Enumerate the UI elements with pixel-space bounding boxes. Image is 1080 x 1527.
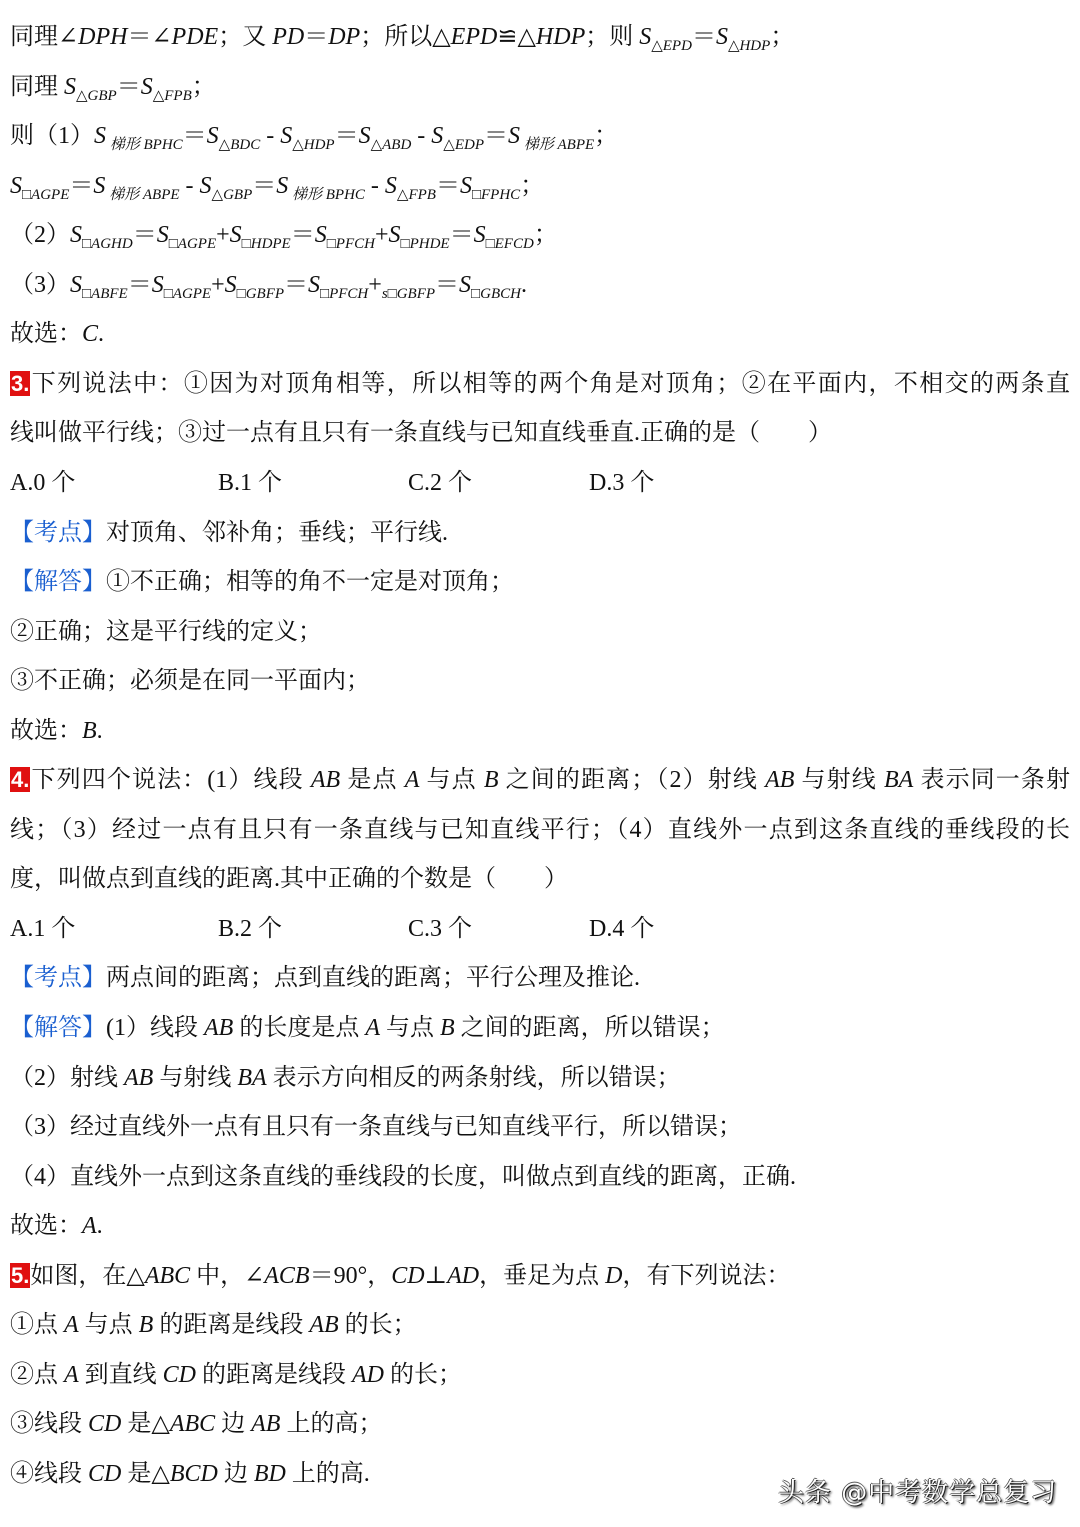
text-segment: 的长； [338, 1312, 417, 1339]
text-segment: ＝ [132, 222, 157, 249]
math-subscript: △ABD [370, 137, 412, 154]
math-subscript: △GBP [211, 186, 253, 203]
math-subscript: 梯形 BPHC [288, 186, 365, 203]
math-subscript: □PFCH [320, 285, 369, 302]
text-line [10, 309, 1070, 359]
math-subscript: □AGPE [163, 285, 212, 302]
math-variable: DP [328, 24, 361, 50]
text-segment: ＝ [116, 73, 141, 100]
math-variable: CD [88, 1411, 122, 1438]
text-segment: 下列说法中：①因为对顶角相等，所以相等的两个角是对顶角；②在平面内，不相交的两条直 [30, 370, 1070, 397]
math-subscript: 梯形 ABPE [520, 137, 595, 154]
text-segment: 与点 [380, 1015, 440, 1041]
text-segment: （2） [10, 222, 70, 249]
text-line [10, 607, 1070, 657]
text-segment: 两点间的距离；点到直线的距离；平行公理及推论. [106, 965, 640, 992]
text-segment: 中，∠ [190, 1262, 265, 1289]
text-segment: ，有下列说法： [622, 1262, 791, 1289]
text-segment: 同理∠ [10, 24, 79, 50]
text-segment: 到直线 [78, 1361, 163, 1388]
math-subscript: 梯形 ABPE [105, 186, 180, 203]
math-subscript: △EPD [651, 38, 692, 54]
text-line [10, 755, 1070, 805]
text-segment: ＝∠ [127, 24, 172, 50]
text-line [10, 210, 1070, 260]
math-variable: S [473, 222, 486, 249]
math-subscript: △FPB [152, 87, 192, 104]
math-variable: AB [310, 767, 341, 794]
text-segment: ④线段 [10, 1460, 88, 1487]
math-variable: S [276, 172, 289, 199]
text-line [10, 1350, 1070, 1400]
text-segment: 线；（3）经过一点有且只有一条直线与已知直线平行；（4）直线外一点到这条直线的垂线段的长 [10, 816, 1070, 843]
text-line [10, 161, 1070, 211]
math-variable: ABC [169, 1411, 216, 1438]
text-segment: 的长度是点 [233, 1015, 366, 1041]
math-variable: PDE [171, 24, 219, 50]
text-segment: ； [770, 24, 795, 50]
text-segment: ＝ [334, 123, 359, 150]
math-subscript: □PFCH [326, 236, 375, 253]
math-variable: S [94, 123, 106, 150]
text-segment: ，垂足为点 [479, 1262, 606, 1289]
answer-option: D.3 个 [589, 469, 655, 496]
text-line [10, 1152, 1070, 1202]
text-segment: - [364, 172, 385, 199]
text-segment: 与射线 [153, 1064, 238, 1091]
text-segment: ②点 [10, 1361, 64, 1388]
math-variable: B [440, 1015, 455, 1041]
math-variable: S [384, 172, 397, 199]
text-segment: ③线段 [10, 1411, 88, 1438]
text-segment: 下列四个说法：(1）线段 [30, 767, 311, 794]
math-subscript: □GBFP [236, 285, 285, 302]
text-segment: 与点 [78, 1312, 139, 1339]
text-line [10, 111, 1070, 161]
text-segment: ＝ [252, 172, 277, 199]
math-variable: B [483, 767, 499, 794]
text-segment: ＝ [182, 123, 207, 150]
math-variable: HDP [535, 24, 586, 50]
math-variable: S [64, 73, 76, 100]
text-segment: 是点 [340, 767, 405, 794]
section-label: 【解答】 [10, 1015, 106, 1041]
text-segment: 度，叫做点到直线的距离.其中正确的个数是（ ） [10, 866, 568, 893]
text-segment: ； [520, 172, 545, 199]
math-variable: S [431, 123, 444, 150]
text-line [10, 854, 1070, 904]
text-line [10, 953, 1070, 1003]
math-variable: S [459, 271, 472, 298]
text-segment: 与射线 [794, 767, 884, 794]
text-segment: ＝ [284, 271, 309, 298]
text-segment: ＝ [290, 222, 315, 249]
math-variable: S [388, 222, 401, 249]
math-variable: ACB [264, 1262, 310, 1289]
text-segment: 之间的距离；（2）射线 [498, 767, 766, 794]
math-variable: AD [352, 1361, 385, 1388]
math-subscript: △BDC [218, 137, 261, 154]
text-line [10, 1003, 1070, 1053]
math-variable: S [508, 123, 520, 150]
text-line [10, 706, 1070, 756]
text-segment: 的距离是线段 [153, 1312, 310, 1339]
text-line [10, 557, 1070, 607]
text-line [10, 62, 1070, 112]
text-segment: ＝ [435, 172, 460, 199]
text-segment: - [411, 123, 432, 150]
text-line [10, 1399, 1070, 1449]
math-variable: S [308, 271, 321, 298]
math-subscript: △EDP [443, 137, 484, 154]
text-line [10, 12, 1070, 62]
math-variable: S [715, 24, 728, 50]
text-segment: ＝ [435, 271, 460, 298]
math-variable: S [93, 172, 106, 199]
math-variable: AD [447, 1262, 480, 1289]
answer-option: B.1 个 [218, 469, 283, 496]
text-line [10, 359, 1070, 409]
text-segment: ；又 [218, 24, 273, 50]
math-variable: AB [765, 767, 795, 794]
text-segment: + [368, 271, 382, 298]
math-variable: B [82, 717, 97, 744]
text-segment: - [179, 172, 200, 199]
math-variable: AB [309, 1312, 339, 1339]
math-variable: S [206, 123, 219, 150]
text-line [10, 1053, 1070, 1103]
math-variable: ABC [144, 1262, 191, 1289]
math-variable: EPD [450, 24, 498, 50]
text-segment: 是△ [121, 1460, 170, 1487]
math-variable: S [280, 123, 293, 150]
answer-option: B.2 个 [218, 915, 283, 942]
math-subscript: △GBP [76, 87, 117, 104]
text-segment: + [211, 271, 225, 298]
answer-option: D.4 个 [589, 915, 655, 942]
text-segment: （2）射线 [10, 1064, 124, 1091]
section-label: 【考点】 [10, 519, 106, 546]
math-variable: C [82, 321, 99, 348]
math-subscript: □HDPE [241, 236, 291, 253]
question-number-badge: 3. [11, 370, 30, 396]
text-segment: ＝ [127, 271, 152, 298]
text-segment: . [520, 271, 527, 298]
text-segment: ； [191, 73, 216, 100]
math-variable: S [358, 123, 371, 150]
question-number-badge: 4. [11, 767, 30, 793]
text-segment: 故选： [10, 1213, 82, 1240]
text-line [10, 260, 1070, 310]
math-variable: BA [884, 767, 914, 794]
text-line [10, 656, 1070, 706]
math-variable: CD [391, 1262, 425, 1289]
text-segment: ＝ [449, 222, 474, 249]
text-segment: 对顶角、邻补角；垂线；平行线. [106, 519, 448, 546]
text-segment: + [374, 222, 389, 249]
answer-option: A.0 个 [10, 469, 76, 496]
math-subscript: s□GBFP [381, 285, 436, 302]
math-subscript: 梯形 BPHC [106, 137, 183, 154]
math-variable: S [229, 222, 242, 249]
math-variable: DPH [78, 24, 128, 50]
text-segment: ＝ [691, 24, 716, 50]
text-segment: ＝ [484, 123, 508, 150]
text-segment: ＝ [304, 24, 329, 50]
text-segment: 的长； [384, 1361, 463, 1388]
text-line [10, 904, 1070, 954]
math-variable: S [140, 73, 153, 100]
text-segment: 上的高； [280, 1411, 383, 1438]
text-segment: （3） [10, 271, 70, 298]
text-segment: 边 [217, 1460, 254, 1487]
text-segment: - [260, 123, 281, 150]
math-subscript: □EFCD [485, 236, 534, 253]
text-segment: 故选： [10, 717, 82, 744]
math-variable: S [224, 271, 237, 298]
math-variable: BA [237, 1064, 267, 1091]
watermark: 头条 @中考数学总复习 [778, 1478, 1058, 1508]
math-variable: S [70, 271, 82, 298]
math-subscript: □ABFE [82, 285, 128, 302]
math-variable: S [639, 24, 652, 50]
text-segment: 边 [215, 1411, 252, 1438]
text-segment: ≌△ [497, 24, 536, 50]
math-variable: S [151, 271, 164, 298]
text-segment: ； [533, 222, 558, 249]
math-subscript: △HDP [292, 137, 335, 154]
math-subscript: □AGPE [22, 186, 70, 203]
text-segment: . [96, 717, 103, 744]
math-subscript: □FPHC [471, 186, 521, 203]
text-segment: 与点 [419, 767, 484, 794]
text-line [10, 1102, 1070, 1152]
text-line [10, 805, 1070, 855]
text-segment: ①点 [10, 1312, 64, 1339]
answer-option: C.3 个 [408, 915, 473, 942]
math-variable: D [605, 1262, 623, 1289]
text-segment: . [96, 1213, 103, 1240]
text-segment: ①不正确；相等的角不一定是对顶角； [106, 569, 514, 596]
math-subscript: □PHDE [400, 236, 450, 253]
math-variable: B [138, 1312, 154, 1339]
text-segment: . [98, 321, 105, 348]
text-segment: 表示方向相反的两条射线，所以错误； [266, 1064, 681, 1091]
math-variable: A [64, 1312, 79, 1339]
text-segment: ；则 [585, 24, 640, 50]
text-segment: 之间的距离，所以错误； [454, 1015, 725, 1041]
text-segment: (1）线段 [106, 1015, 204, 1041]
text-segment: （3）经过直线外一点有且只有一条直线与已知直线平行，所以错误； [10, 1114, 742, 1141]
math-variable: PD [272, 24, 305, 50]
math-variable: AB [251, 1411, 281, 1438]
text-segment: （4）直线外一点到这条直线的垂线段的长度，叫做点到直线的距离，正确. [10, 1163, 796, 1190]
math-variable: BCD [169, 1460, 218, 1487]
answer-option: A.1 个 [10, 915, 76, 942]
math-subscript: △HDP [727, 38, 771, 54]
text-segment: 上的高. [285, 1460, 370, 1487]
text-segment: ； [594, 123, 619, 150]
text-line [10, 508, 1070, 558]
math-variable: S [70, 222, 82, 249]
text-segment: 同理 [10, 73, 64, 100]
math-variable: A [64, 1361, 79, 1388]
text-segment: 故选： [10, 321, 82, 348]
text-segment: 表示同一条射 [913, 767, 1071, 794]
text-line [10, 408, 1070, 458]
math-subscript: △FPB [396, 186, 436, 203]
text-segment: 如图，在△ [30, 1262, 145, 1289]
section-label: 【解答】 [10, 569, 106, 596]
math-variable: S [10, 172, 22, 199]
text-segment: + [216, 222, 230, 249]
math-variable: S [156, 222, 169, 249]
answer-option: C.2 个 [408, 469, 473, 496]
text-line [10, 1201, 1070, 1251]
math-variable: S [314, 222, 327, 249]
text-segment: ⊥ [424, 1262, 448, 1289]
text-segment: ②正确；这是平行线的定义； [10, 618, 322, 645]
math-variable: A [82, 1213, 97, 1240]
text-segment: ③不正确；必须是在同一平面内； [10, 668, 370, 695]
text-line [10, 458, 1070, 508]
math-variable: A [404, 767, 420, 794]
math-variable: AB [124, 1064, 154, 1091]
math-variable: CD [88, 1460, 122, 1487]
math-subscript: □AGHD [82, 236, 133, 253]
text-line [10, 1251, 1070, 1301]
question-number-badge: 5. [11, 1262, 30, 1288]
text-segment: ＝ [69, 172, 94, 199]
section-label: 【考点】 [10, 965, 106, 992]
text-segment: 是△ [121, 1411, 170, 1438]
text-segment: 则（1） [10, 123, 94, 150]
math-variable: AB [204, 1015, 234, 1041]
text-segment: 的距离是线段 [196, 1361, 353, 1388]
text-segment: ；所以△ [360, 24, 451, 50]
math-subscript: □AGPE [168, 236, 217, 253]
math-subscript: □GBCH [471, 285, 521, 302]
math-variable: S [199, 172, 212, 199]
text-segment: 线叫做平行线；③过一点有且只有一条直线与已知直线垂直.正确的是（ ） [10, 420, 832, 447]
math-variable: CD [162, 1361, 197, 1388]
math-variable: A [365, 1015, 380, 1041]
text-segment: ＝90°， [309, 1262, 392, 1289]
math-variable: BD [253, 1460, 286, 1487]
text-line [10, 1300, 1070, 1350]
math-variable: S [459, 172, 472, 199]
